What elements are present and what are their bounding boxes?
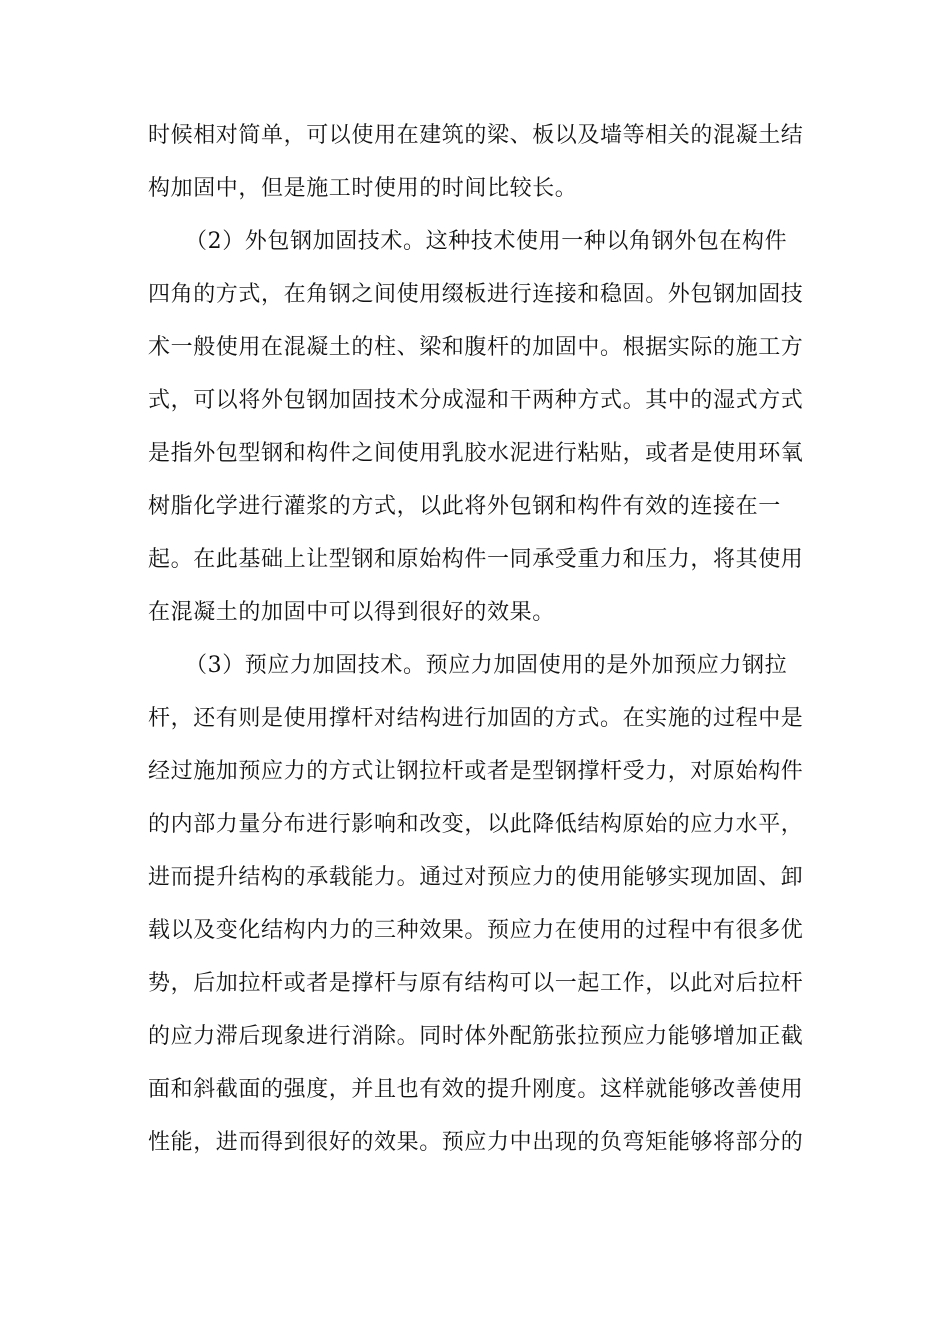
text-line: 在混凝土的加固中可以得到很好的效果。 xyxy=(148,600,555,625)
text-line: 经过施加预应力的方式让钢拉杆或者是型钢撑杆受力，对原始构件 xyxy=(148,759,804,784)
paragraph-first-line: （2）外包钢加固技术。这种技术使用一种以角钢外包在构件 xyxy=(185,229,788,254)
text-line: 势，后加拉杆或者是撑杆与原有结构可以一起工作，以此对后拉杆 xyxy=(148,971,804,996)
text-line: 的内部力量分布进行影响和改变，以此降低结构原始的应力水平， xyxy=(148,812,804,837)
text-line: 载以及变化结构内力的三种效果。预应力在使用的过程中有很多优 xyxy=(148,918,804,943)
text-line: 术一般使用在混凝土的柱、梁和腹杆的加固中。根据实际的施工方 xyxy=(148,335,804,360)
text-line: 构加固中，但是施工时使用的时间比较长。 xyxy=(148,176,578,201)
text-line: 面和斜截面的强度，并且也有效的提升刚度。这样就能够改善使用 xyxy=(148,1077,804,1102)
text-line: 式，可以将外包钢加固技术分成湿和干两种方式。其中的湿式方式 xyxy=(148,388,804,413)
text-line: 起。在此基础上让型钢和原始构件一同承受重力和压力，将其使用 xyxy=(148,547,804,572)
text-line: 树脂化学进行灌浆的方式，以此将外包钢和构件有效的连接在一 xyxy=(148,494,781,519)
text-line: 时候相对简单，可以使用在建筑的梁、板以及墙等相关的混凝土结 xyxy=(148,123,804,148)
text-line: 杆，还有则是使用撑杆对结构进行加固的方式。在实施的过程中是 xyxy=(148,706,804,731)
text-line: 的应力滞后现象进行消除。同时体外配筋张拉预应力能够增加正截 xyxy=(148,1024,804,1049)
text-line: 四角的方式，在角钢之间使用缀板进行连接和稳固。外包钢加固技 xyxy=(148,282,804,307)
paragraph-first-line: （3）预应力加固技术。预应力加固使用的是外加预应力钢拉 xyxy=(185,653,788,678)
text-line: 进而提升结构的承载能力。通过对预应力的使用能够实现加固、卸 xyxy=(148,865,804,890)
text-line: 是指外包型钢和构件之间使用乳胶水泥进行粘贴，或者是使用环氧 xyxy=(148,441,804,466)
text-line: 性能，进而得到很好的效果。预应力中出现的负弯矩能够将部分的 xyxy=(148,1130,804,1155)
